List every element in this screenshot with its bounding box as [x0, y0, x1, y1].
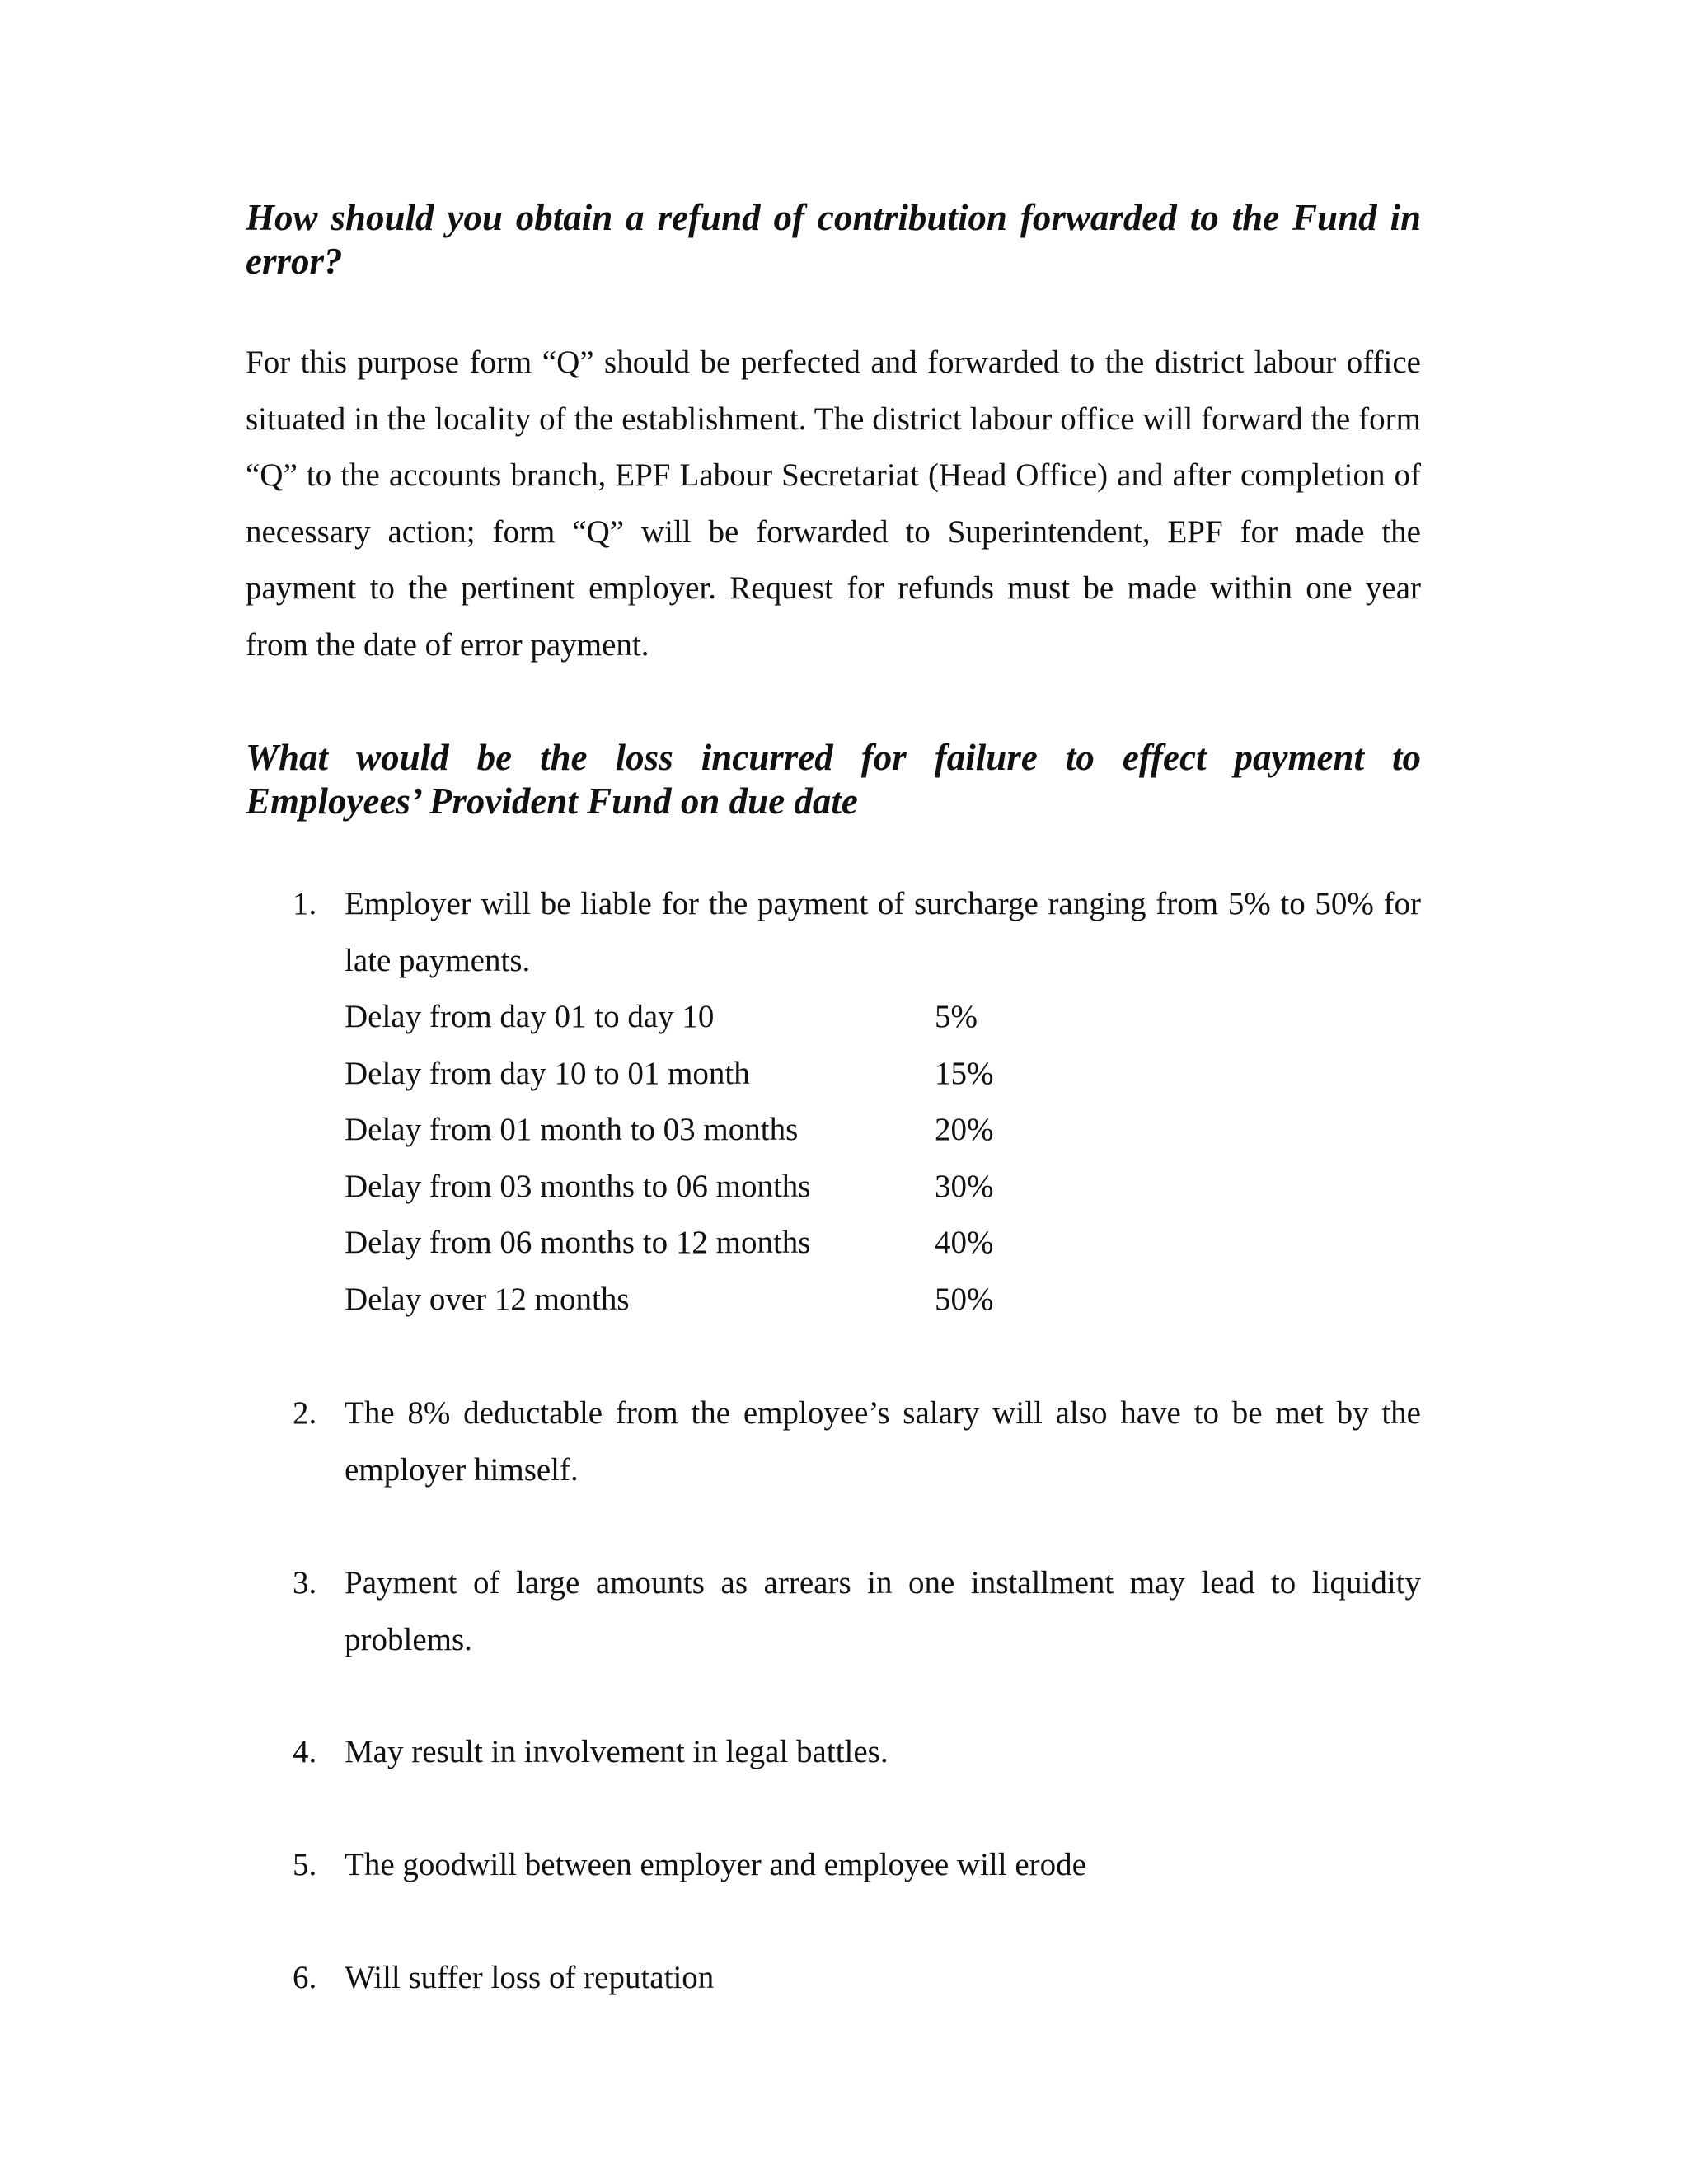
document-page [246, 0, 1421, 2184]
list-item-number: 1. [293, 886, 317, 921]
surcharge-row [345, 1046, 1086, 1103]
surcharge-rate: 30% [935, 1168, 994, 1204]
surcharge-row [345, 1272, 1086, 1329]
surcharge-rate: 5% [935, 999, 978, 1034]
surcharge-row [345, 1159, 1086, 1216]
list-item-text: Will suffer loss of reputation [345, 1960, 715, 1995]
list-item-text: Payment of large amounts as arrears in one installment may lead to liquidity problems. [345, 1565, 1421, 1657]
refund-heading: How should you obtain a refund of contribution forwarded to the Fund in error? [246, 197, 1421, 282]
loss-heading-line-1: What would be the loss incurred for failure to effect payment to [246, 737, 1421, 778]
delay-period: Delay from 03 months to 06 months [345, 1168, 811, 1204]
delay-period: Delay from 01 month to 03 months [345, 1112, 799, 1147]
list-item-number: 3. [293, 1565, 317, 1601]
list-item-number: 2. [293, 1395, 317, 1431]
surcharge-rate: 50% [935, 1281, 994, 1317]
delay-period: Delay over 12 months [345, 1281, 630, 1317]
delay-period: Delay from 06 months to 12 months [345, 1225, 811, 1260]
surcharge-row [345, 1102, 1086, 1159]
list-item-text: May result in involvement in legal battles. [345, 1734, 889, 1769]
list-item-text: Employer will be liable for the payment of surcharge ranging from 5% to 50% for late payments. [345, 886, 1421, 978]
refund-paragraph: For this purpose form “Q” should be perfected and forwarded to the district labour office situated in the locality of the establishment. The district labour office will forward the form “Q” to the accounts branch, EPF Labour Secretariat (Head Office) and after completion of necessary action; form “Q” will be forwarded to Superintendent, EPF for made the payment to the pertinent employer. Request for refunds must be made within one year from the date of error payment. [246, 344, 1421, 663]
delay-period: Delay from day 10 to 01 month [345, 1055, 750, 1091]
list-item-number: 5. [293, 1847, 317, 1882]
loss-heading [246, 736, 1421, 823]
surcharge-rate: 40% [935, 1225, 994, 1260]
list-item-text: The 8% deductable from the employee’s salary will also have to be met by the employer himself. [345, 1395, 1421, 1488]
surcharge-row [345, 1215, 1086, 1272]
delay-period: Delay from day 01 to day 10 [345, 999, 715, 1034]
list-item-text: The goodwill between employer and employee will erode [345, 1847, 1086, 1882]
list-item-number: 6. [293, 1960, 317, 1995]
list-item-number: 4. [293, 1734, 317, 1769]
surcharge-table [345, 989, 1086, 1328]
loss-heading-line-2: Employees’ Provident Fund on due date [246, 780, 858, 822]
surcharge-row [345, 989, 1086, 1046]
surcharge-rate: 15% [935, 1055, 994, 1091]
surcharge-rate: 20% [935, 1112, 994, 1147]
